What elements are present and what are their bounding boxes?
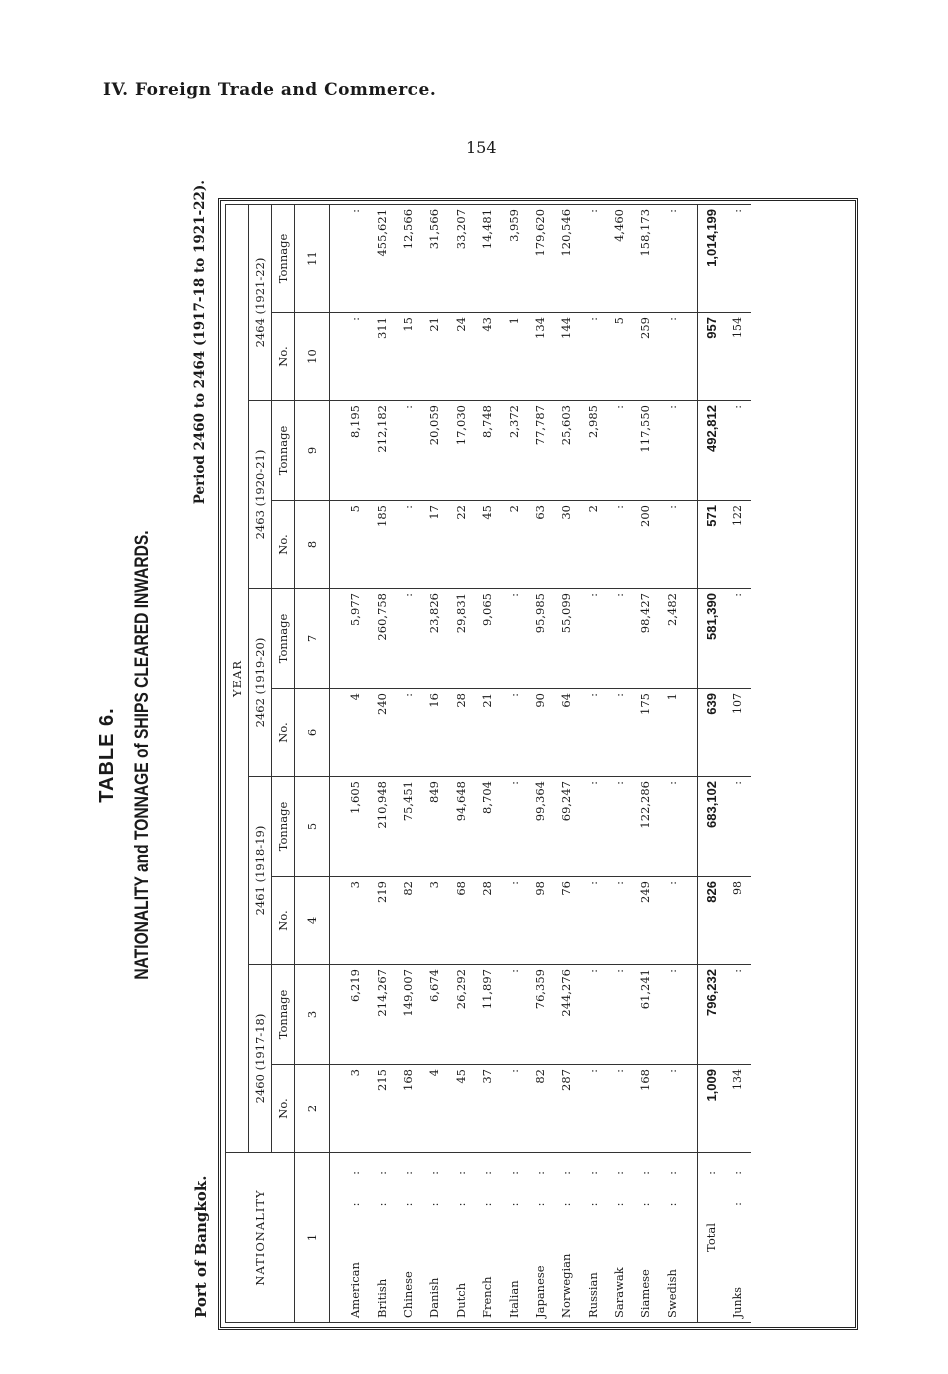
tonnage-cell: 8,748 — [474, 401, 500, 501]
spacer-cell — [330, 877, 343, 965]
ship-count-cell: : — [606, 689, 632, 777]
ship-count-cell: : — [395, 501, 421, 589]
ship-count-cell: 175 — [632, 689, 658, 777]
ship-count-cell: : — [580, 877, 606, 965]
tonnage-cell: : — [580, 589, 606, 689]
ship-count-cell: 16 — [421, 689, 447, 777]
tonnage-cell: 5,977 — [342, 589, 368, 689]
nationality-cell — [580, 1153, 606, 1323]
nationality-label: Italian — [506, 1280, 521, 1318]
tonnage-cell: 122,286 — [632, 777, 658, 877]
ship-count-cell: 37 — [474, 1065, 500, 1153]
nationality-cell — [421, 1153, 447, 1323]
ship-count-cell: : — [659, 501, 685, 589]
tonnage-cell: : — [724, 401, 750, 501]
tonnage-cell: 4,460 — [606, 204, 632, 312]
tonnage-cell: : — [724, 777, 750, 877]
table-row — [606, 204, 632, 1322]
table-row — [659, 204, 685, 1322]
year-2462-header: 2462 (1919-20) — [249, 589, 272, 777]
table-row — [527, 204, 553, 1322]
column-number: 11 — [295, 204, 330, 312]
ship-count-cell: 107 — [724, 689, 750, 777]
nationality-label: Chinese — [400, 1271, 415, 1318]
spacer-cell — [685, 401, 698, 501]
tonnage-cell: 29,831 — [448, 589, 474, 689]
ship-count-cell: : — [606, 1065, 632, 1153]
no-header: No. — [272, 313, 295, 401]
nationality-cell — [500, 1153, 526, 1323]
spacer-cell — [330, 589, 343, 689]
ship-count-cell: 154 — [724, 313, 750, 401]
tonnage-header: Tonnage — [272, 777, 295, 877]
ship-count-cell: 4 — [342, 689, 368, 777]
leader-dots: : : — [400, 1159, 415, 1207]
year-header: YEAR — [226, 204, 249, 1152]
ship-count-cell: : — [500, 689, 526, 777]
nationality-label: Junks — [731, 1287, 745, 1318]
column-number: 8 — [295, 501, 330, 589]
tonnage-cell: 99,364 — [527, 777, 553, 877]
nationality-cell — [474, 1153, 500, 1323]
ship-count-cell: 122 — [724, 501, 750, 589]
year-2464-header: 2464 (1921-22) — [249, 204, 272, 400]
ship-count-cell: 134 — [527, 313, 553, 401]
tonnage-cell: 9,065 — [474, 589, 500, 689]
spacer-cell — [685, 313, 698, 401]
column-number: 9 — [295, 401, 330, 501]
nationality-cell — [632, 1153, 658, 1323]
ship-count-cell: 98 — [724, 877, 750, 965]
nationality-cell — [553, 1153, 579, 1323]
table-row — [553, 204, 579, 1322]
nationality-label: American — [348, 1262, 363, 1318]
column-number-row — [295, 204, 330, 1322]
period-label: Period 2460 to 2464 (1917-18 to 1921-22). — [192, 180, 208, 505]
leader-dots: : : — [585, 1159, 600, 1207]
tonnage-cell: 492,812 — [698, 401, 725, 501]
tonnage-cell: : — [580, 777, 606, 877]
spacer-cell — [330, 965, 343, 1065]
tonnage-cell: 55,099 — [553, 589, 579, 689]
spacer-row — [685, 204, 698, 1322]
no-header: No. — [272, 1065, 295, 1153]
ship-count-cell: 311 — [368, 313, 394, 401]
leader-dots: : : — [453, 1159, 468, 1207]
leader-dots: : : — [559, 1159, 574, 1207]
tonnage-cell: 8,704 — [474, 777, 500, 877]
ship-count-cell: 45 — [474, 501, 500, 589]
ship-count-cell: 168 — [632, 1065, 658, 1153]
year-2460-header: 2460 (1917-18) — [249, 965, 272, 1153]
column-number: 3 — [295, 965, 330, 1065]
tonnage-header: Tonnage — [272, 589, 295, 689]
tonnage-cell: 11,897 — [474, 965, 500, 1065]
tonnage-cell: : — [500, 777, 526, 877]
total-row — [698, 204, 725, 1322]
spacer-cell — [330, 204, 343, 312]
ship-count-cell: 1 — [659, 689, 685, 777]
tonnage-cell: : — [606, 777, 632, 877]
spacer-cell — [685, 501, 698, 589]
tonnage-cell: : — [606, 401, 632, 501]
tonnage-cell: 683,102 — [698, 777, 725, 877]
nationality-label: Total — [704, 1223, 719, 1252]
tonnage-cell: 75,451 — [395, 777, 421, 877]
tonnage-cell: 3,959 — [500, 204, 526, 312]
ship-count-cell: 28 — [474, 877, 500, 965]
year-2463-header: 2463 (1920-21) — [249, 401, 272, 589]
leader-dots: : : — [532, 1159, 547, 1207]
tonnage-cell: 212,182 — [368, 401, 394, 501]
tonnage-header: Tonnage — [272, 401, 295, 501]
ship-count-cell: : — [580, 689, 606, 777]
tonnage-cell: : — [606, 589, 632, 689]
ship-count-cell: : — [659, 877, 685, 965]
leader-dots: : : — [731, 1159, 745, 1206]
tonnage-cell: 76,359 — [527, 965, 553, 1065]
ship-count-cell: 5 — [342, 501, 368, 589]
table-row — [632, 204, 658, 1322]
ship-count-cell: 90 — [527, 689, 553, 777]
nationality-cell — [724, 1153, 750, 1323]
section-heading: IV. Foreign Trade and Commerce. — [103, 80, 437, 100]
tonnage-cell: 6,674 — [421, 965, 447, 1065]
tonnage-cell: 120,546 — [553, 204, 579, 312]
ship-count-cell: 134 — [724, 1065, 750, 1153]
ship-count-cell: 76 — [553, 877, 579, 965]
tonnage-cell: 20,059 — [421, 401, 447, 501]
ship-count-cell: 15 — [395, 313, 421, 401]
ship-count-cell: 43 — [474, 313, 500, 401]
tonnage-cell: 158,173 — [632, 204, 658, 312]
leader-dots: : : — [638, 1159, 653, 1207]
tonnage-cell: 2,372 — [500, 401, 526, 501]
nationality-label: Danish — [427, 1277, 442, 1318]
ship-count-cell: 5 — [606, 313, 632, 401]
nationality-header: NATIONALITY — [226, 1153, 295, 1323]
spacer-cell — [685, 877, 698, 965]
tonnage-cell: 69,247 — [553, 777, 579, 877]
column-number: 7 — [295, 589, 330, 689]
port-label: Port of Bangkok. — [192, 1175, 210, 1318]
ship-count-cell: 249 — [632, 877, 658, 965]
spacer-row — [330, 204, 343, 1322]
column-number: 2 — [295, 1065, 330, 1153]
ship-count-cell: : — [580, 1065, 606, 1153]
tonnage-cell: : — [580, 965, 606, 1065]
ship-count-cell: 1 — [500, 313, 526, 401]
page-number: 154 — [466, 138, 497, 157]
tonnage-cell: 796,232 — [698, 965, 725, 1065]
tonnage-cell: : — [342, 204, 368, 312]
table-number: TABLE 6. — [96, 707, 118, 803]
ship-count-cell: 1,009 — [698, 1065, 725, 1153]
tonnage-cell: 14,481 — [474, 204, 500, 312]
tonnage-cell: : — [606, 965, 632, 1065]
tonnage-cell: 6,219 — [342, 965, 368, 1065]
tonnage-cell: 210,948 — [368, 777, 394, 877]
ship-count-cell: 826 — [698, 877, 725, 965]
tonnage-header: Tonnage — [272, 965, 295, 1065]
spacer-cell — [330, 777, 343, 877]
ship-count-cell: 82 — [395, 877, 421, 965]
tonnage-cell: : — [500, 965, 526, 1065]
ship-count-cell: 68 — [448, 877, 474, 965]
tonnage-cell: 12,566 — [395, 204, 421, 312]
tonnage-cell: 117,550 — [632, 401, 658, 501]
spacer-cell — [330, 689, 343, 777]
column-number: 10 — [295, 313, 330, 401]
spacer-cell — [685, 777, 698, 877]
tonnage-cell: 98,427 — [632, 589, 658, 689]
nationality-cell — [448, 1153, 474, 1323]
tonnage-header: Tonnage — [272, 204, 295, 312]
spacer-cell — [330, 1065, 343, 1153]
ship-count-cell: 3 — [421, 877, 447, 965]
ship-count-cell: 287 — [553, 1065, 579, 1153]
junks-row — [724, 204, 750, 1322]
ship-count-cell: 571 — [698, 501, 725, 589]
tonnage-cell: 23,826 — [421, 589, 447, 689]
ship-count-cell: 64 — [553, 689, 579, 777]
nationality-cell — [606, 1153, 632, 1323]
no-header: No. — [272, 501, 295, 589]
ship-count-cell: 219 — [368, 877, 394, 965]
nationality-label: Japanese — [532, 1265, 547, 1318]
spacer-cell — [685, 1065, 698, 1153]
tonnage-cell: 849 — [421, 777, 447, 877]
tonnage-cell: 31,566 — [421, 204, 447, 312]
nationality-label: British — [374, 1278, 389, 1318]
ship-count-cell: 144 — [553, 313, 579, 401]
ship-count-cell: : — [500, 877, 526, 965]
tonnage-cell: 94,648 — [448, 777, 474, 877]
table-row — [421, 204, 447, 1322]
leader-dots: : : — [506, 1159, 521, 1207]
ship-count-cell: : — [606, 501, 632, 589]
table-row — [448, 204, 474, 1322]
spacer-cell — [330, 401, 343, 501]
ship-count-cell: 45 — [448, 1065, 474, 1153]
ship-count-cell: 4 — [421, 1065, 447, 1153]
spacer-cell — [685, 689, 698, 777]
nationality-label: Siamese — [638, 1269, 653, 1318]
nationality-label: Sarawak — [612, 1267, 627, 1318]
tonnage-cell: : — [659, 204, 685, 312]
tonnage-cell: 26,292 — [448, 965, 474, 1065]
ship-count-cell: 200 — [632, 501, 658, 589]
leader-dots: : — [704, 1159, 719, 1175]
column-number: 1 — [295, 1153, 330, 1323]
tonnage-cell: 1,014,199 — [698, 204, 725, 312]
tonnage-cell: 1,605 — [342, 777, 368, 877]
tonnage-cell: 244,276 — [553, 965, 579, 1065]
leader-dots: : : — [374, 1159, 389, 1207]
table-body — [295, 204, 751, 1322]
tonnage-cell: : — [724, 965, 750, 1065]
ship-count-cell: : — [395, 689, 421, 777]
ship-count-cell: 22 — [448, 501, 474, 589]
tonnage-cell: : — [580, 204, 606, 312]
leader-dots: : : — [664, 1159, 679, 1207]
ship-count-cell: 957 — [698, 313, 725, 401]
ship-count-cell: 28 — [448, 689, 474, 777]
ship-count-cell: 215 — [368, 1065, 394, 1153]
ship-count-cell: 2 — [580, 501, 606, 589]
tonnage-cell: 95,985 — [527, 589, 553, 689]
ship-count-cell: : — [342, 313, 368, 401]
nationality-label: Swedish — [664, 1269, 679, 1318]
nationality-cell — [368, 1153, 394, 1323]
tonnage-cell: 214,267 — [368, 965, 394, 1065]
tonnage-cell: 61,241 — [632, 965, 658, 1065]
ship-count-cell: : — [606, 877, 632, 965]
tonnage-cell: 2,482 — [659, 589, 685, 689]
ship-count-cell: 240 — [368, 689, 394, 777]
spacer-cell — [685, 204, 698, 312]
ship-count-cell: 168 — [395, 1065, 421, 1153]
tonnage-cell: 2,985 — [580, 401, 606, 501]
spacer-cell — [330, 1153, 343, 1323]
ship-count-cell: 63 — [527, 501, 553, 589]
tonnage-cell: : — [659, 777, 685, 877]
ship-count-cell: 2 — [500, 501, 526, 589]
tonnage-cell: : — [724, 204, 750, 312]
nationality-cell — [395, 1153, 421, 1323]
no-header: No. — [272, 689, 295, 777]
table-row — [342, 204, 368, 1322]
ship-count-cell: 259 — [632, 313, 658, 401]
rotated-table-page — [88, 180, 868, 1330]
tonnage-cell: : — [659, 965, 685, 1065]
ship-count-cell: : — [659, 1065, 685, 1153]
nationality-label: Dutch — [453, 1282, 468, 1318]
ship-count-cell: 24 — [448, 313, 474, 401]
table-frame — [218, 198, 858, 1330]
ship-count-cell: 21 — [474, 689, 500, 777]
spacer-cell — [685, 1153, 698, 1323]
tonnage-cell: 260,758 — [368, 589, 394, 689]
tonnage-cell: 581,390 — [698, 589, 725, 689]
column-number: 4 — [295, 877, 330, 965]
nationality-cell — [527, 1153, 553, 1323]
table-row — [474, 204, 500, 1322]
ship-count-cell: 82 — [527, 1065, 553, 1153]
nationality-label: Russian — [585, 1272, 600, 1318]
leader-dots: : : — [612, 1159, 627, 1207]
nationality-cell — [342, 1153, 368, 1323]
table-row — [500, 204, 526, 1322]
ships-table — [225, 204, 751, 1323]
tonnage-cell: : — [659, 401, 685, 501]
ship-count-cell: 30 — [553, 501, 579, 589]
tonnage-cell: : — [500, 589, 526, 689]
tonnage-cell: 455,621 — [368, 204, 394, 312]
tonnage-cell: 8,195 — [342, 401, 368, 501]
column-number: 5 — [295, 777, 330, 877]
tonnage-cell: 17,030 — [448, 401, 474, 501]
table-title: NATIONALITY and TONNAGE of SHIPS CLEARED INWARDS. — [132, 530, 153, 980]
tonnage-cell: : — [724, 589, 750, 689]
ship-count-cell: 3 — [342, 877, 368, 965]
leader-dots: : : — [427, 1159, 442, 1207]
tonnage-cell: 149,007 — [395, 965, 421, 1065]
spacer-cell — [685, 589, 698, 689]
ship-count-cell: 21 — [421, 313, 447, 401]
year-2461-header: 2461 (1918-19) — [249, 777, 272, 965]
table-row — [395, 204, 421, 1322]
tonnage-cell: 179,620 — [527, 204, 553, 312]
no-header: No. — [272, 877, 295, 965]
ship-count-cell: 98 — [527, 877, 553, 965]
tonnage-cell: : — [395, 589, 421, 689]
tonnage-cell: 33,207 — [448, 204, 474, 312]
tonnage-cell: 77,787 — [527, 401, 553, 501]
tonnage-cell: 25,603 — [553, 401, 579, 501]
column-number: 6 — [295, 689, 330, 777]
nationality-cell — [659, 1153, 685, 1323]
leader-dots: : : — [480, 1159, 495, 1207]
table-row — [368, 204, 394, 1322]
nationality-label: French — [480, 1276, 495, 1318]
spacer-cell — [330, 501, 343, 589]
ship-count-cell: : — [500, 1065, 526, 1153]
ship-count-cell: 639 — [698, 689, 725, 777]
ship-count-cell: : — [580, 313, 606, 401]
ship-count-cell: : — [659, 313, 685, 401]
spacer-cell — [685, 965, 698, 1065]
nationality-cell — [698, 1153, 725, 1323]
tonnage-cell: : — [395, 401, 421, 501]
spacer-cell — [330, 313, 343, 401]
ship-count-cell: 3 — [342, 1065, 368, 1153]
ship-count-cell: 17 — [421, 501, 447, 589]
nationality-label: Norwegian — [559, 1253, 574, 1318]
leader-dots: : : — [348, 1159, 363, 1207]
ship-count-cell: 185 — [368, 501, 394, 589]
table-row — [580, 204, 606, 1322]
